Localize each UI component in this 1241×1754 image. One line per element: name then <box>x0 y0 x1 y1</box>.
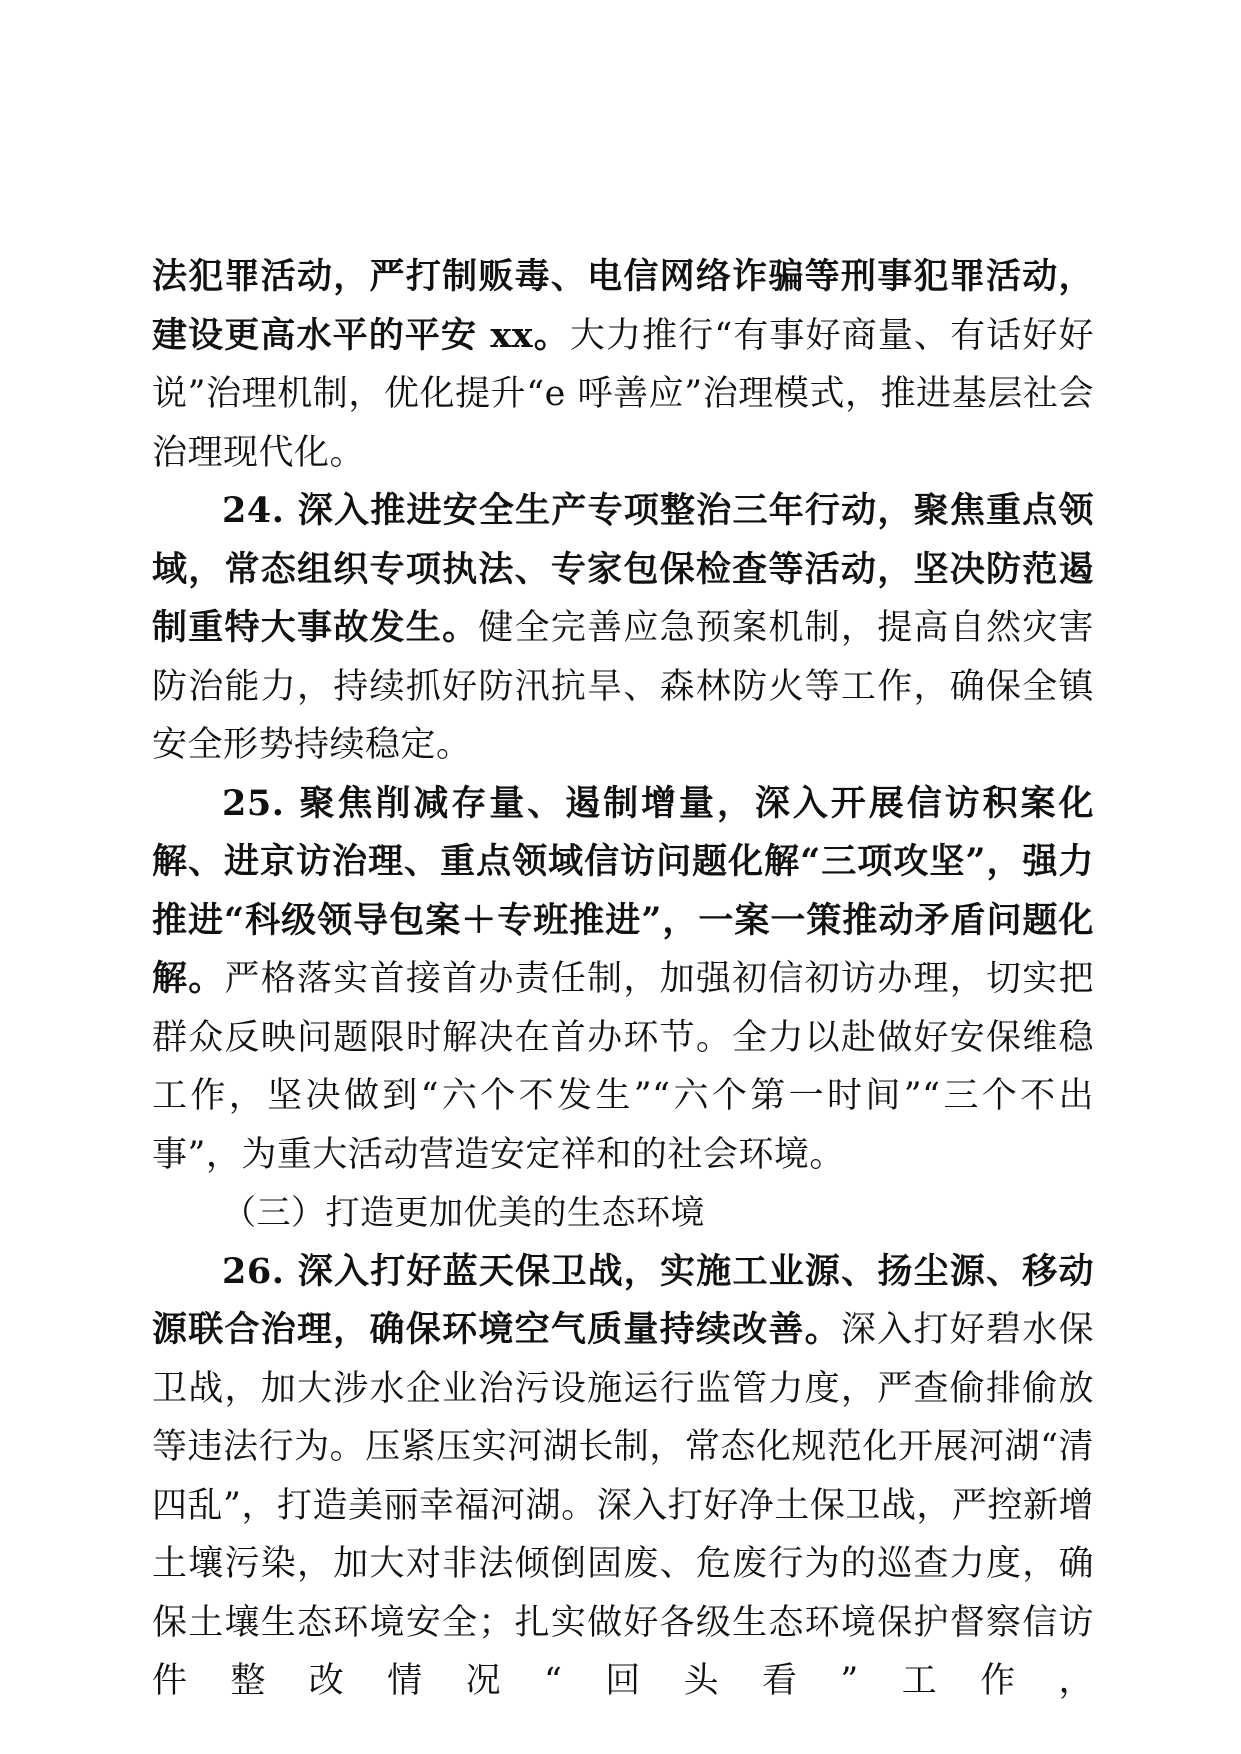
section-heading-3: （三）打造更加优美的生态环境 <box>222 1193 705 1233</box>
paragraph-public-security <box>152 248 1094 482</box>
item-24-bold: 24. 深入推进安全生产专项整治三年行动，聚焦重点领域，常态组织专项执法、专家包保检查等活动，坚决防范遏制重特大事故发生。 <box>152 490 1094 648</box>
item-26-text: 深入打好碧水保卫战，加大涉水企业治污设施运行监管力度，严查偷排偷放等违法行为。压紧压实河湖长制，常态化规范化开展河湖“清四乱”，打造美丽幸福河湖。深入打好净土保卫战，严控新增土壤污染，加大对非法倾倒固废、危废行为的巡查力度，确保土壤生态环境安全；扎实做好各级生态环境保护督察信访件整改情况“回头看”工作， <box>152 1310 1094 1701</box>
item-25-text: 严格落实首接首办责任制，加强初信初访办理，切实把群众反映问题限时解决在首办环节。全力以赴做好安保维稳工作，坚决做到“六个不发生”“六个第一时间”“三个不出事”，为重大活动营造安定祥和的社会环境。 <box>152 959 1094 1175</box>
paragraph-25 <box>152 775 1094 1185</box>
bold-lead: 法犯罪活动，严打制贩毒、电信网络诈骗等刑事犯罪活动，建设更高水平的平安 xx。 <box>152 256 1094 356</box>
document-body <box>152 248 1094 1711</box>
item-25-bold: 25. 聚焦削减存量、遏制增量，深入开展信访积案化解、进京访治理、重点领域信访问题化解“三项攻坚”，强力推进“科级领导包案＋专班推进”，一案一策推动矛盾问题化解。 <box>152 782 1094 999</box>
item-24-text: 健全完善应急预案机制，提高自然灾害防治能力，持续抓好防汛抗旱、森林防火等工作，确保全镇安全形势持续稳定。 <box>152 608 1094 765</box>
paragraph-26 <box>152 1243 1094 1711</box>
item-26-bold: 26. 深入打好蓝天保卫战，实施工业源、扬尘源、移动源联合治理，确保环境空气质量持续改善。 <box>152 1250 1094 1350</box>
paragraph-24 <box>152 482 1094 775</box>
paragraph-text: 大力推行“有事好商量、有话好好说”治理机制，优化提升“e 呼善应”治理模式，推进基层社会治理现代化。 <box>152 315 1094 473</box>
